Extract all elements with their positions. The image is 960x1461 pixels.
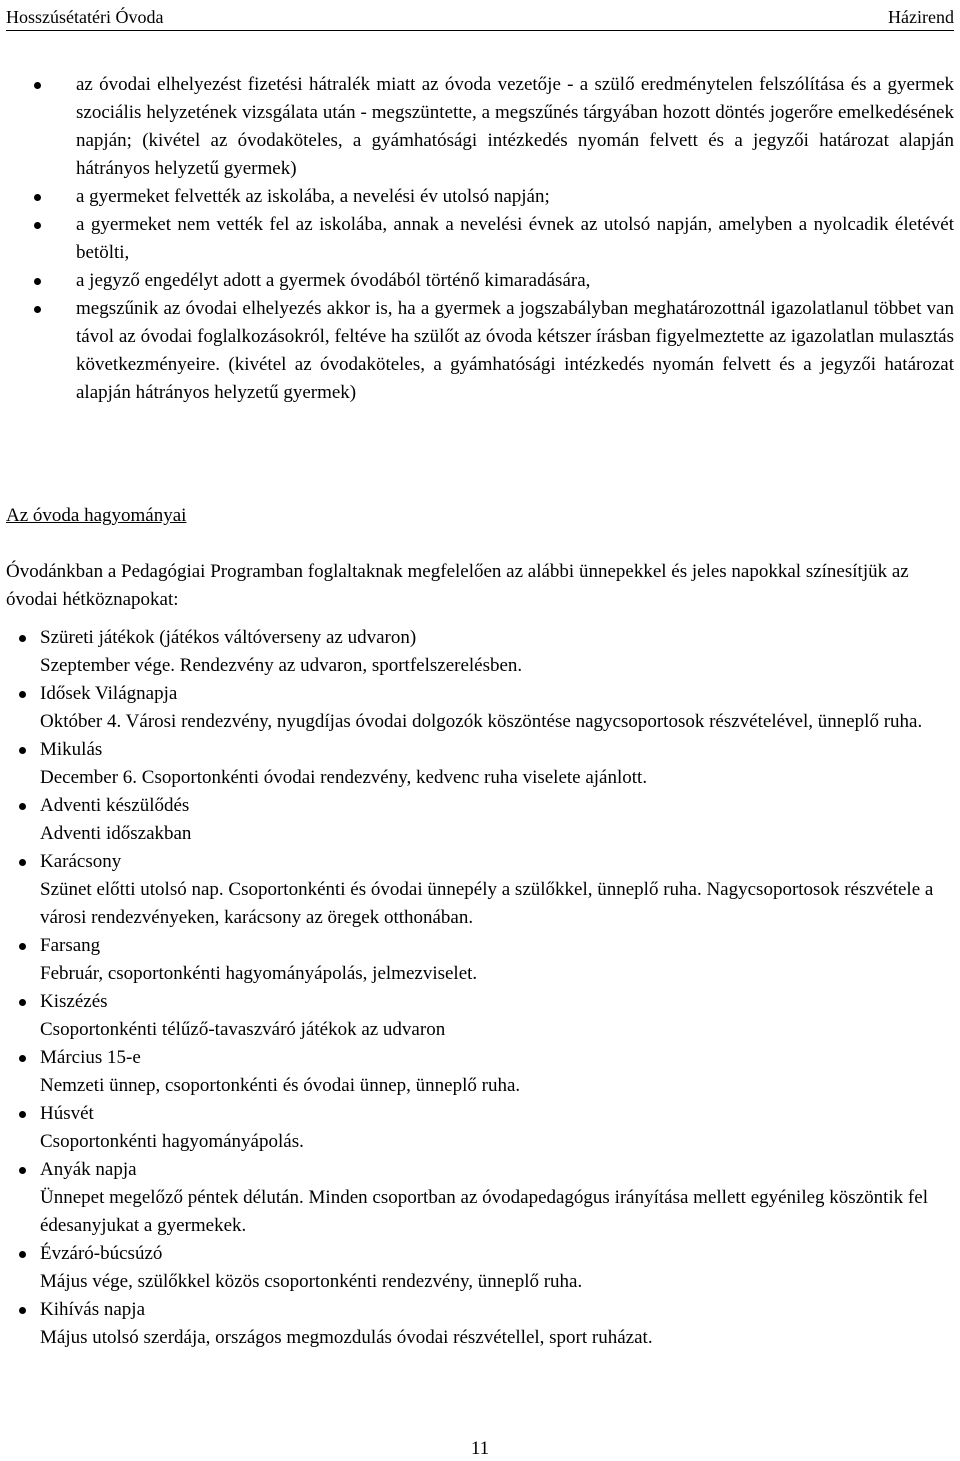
event-name: Kihívás napja [40,1299,146,1320]
event-name: Kiszézés [40,991,108,1012]
event-description: Ünnepet megelőző péntek délután. Minden csoportban az óvodapedagógus irányítása mellett egyénileg köszöntik fel édesanyjukat a gyermekek. [40,1187,928,1236]
event-description: Szünet előtti utolsó nap. Csoportonkénti és óvodai ünnepély a szülőkkel, ünneplő ruha. Nagycsoportosok részvétele a városi rendezvényeken, karácsony az öregek otthonában. [40,879,934,928]
event-name: Mikulás [40,739,103,760]
traditions-list [40,624,954,1352]
header-document-title: Házirend [888,7,954,27]
event-item [40,932,954,988]
event-description: Szeptember vége. Rendezvény az udvaron, sportfelszerelésben. [40,655,523,676]
section-title: Az óvoda hagyományai [6,505,187,526]
event-item [40,1044,954,1100]
event-item [40,736,954,792]
event-name: Adventi készülődés [40,795,190,816]
page-header [6,4,954,31]
event-item [40,792,954,848]
intro-paragraph: Óvodánkban a Pedagógiai Programban foglaltaknak megfelelően az alábbi ünnepekkel és jeles napokkal színesítjük az óvodai hétköznapokat: [6,561,909,610]
page-number: 11 [470,1438,490,1459]
event-item [40,1296,954,1352]
event-name: Szüreti játékok (játékos váltóverseny az udvaron) [40,627,417,648]
event-description: Adventi időszakban [40,823,192,844]
event-item [40,1100,954,1156]
event-description: Május vége, szülőkkel közös csoportonkénti rendezvény, ünneplő ruha. [40,1271,583,1292]
termination-conditions-list [40,71,954,407]
event-name: Anyák napja [40,1159,137,1180]
event-name: Húsvét [40,1103,94,1124]
event-item [40,848,954,932]
event-item [40,1240,954,1296]
list-item: a gyermeket nem vették fel az iskolába, annak a nevelési évnek az utolsó napján, amelyben a nyolcadik életévét betölti, [40,211,954,267]
event-description: Nemzeti ünnep, csoportonkénti és óvodai ünnep, ünneplő ruha. [40,1075,521,1096]
event-name: Farsang [40,935,101,956]
event-name: Idősek Világnapja [40,683,178,704]
event-description: Február, csoportonkénti hagyományápolás, jelmezviselet. [40,963,478,984]
event-name: Évzáró-búcsúzó [40,1243,163,1264]
event-description: Csoportonkénti hagyományápolás. [40,1131,304,1152]
event-name: Március 15-e [40,1047,141,1068]
event-description: Csoportonkénti télűző-tavaszváró játékok az udvaron [40,1019,446,1040]
event-item [40,1156,954,1240]
header-institution: Hosszúsétatéri Óvoda [6,7,164,27]
event-item [40,988,954,1044]
event-name: Karácsony [40,851,122,872]
event-description: Május utolsó szerdája, országos megmozdulás óvodai részvétellel, sport ruházat. [40,1327,653,1348]
list-item: a jegyző engedélyt adott a gyermek óvodából történő kimaradására, [40,267,954,295]
event-item [40,680,954,736]
event-description: Október 4. Városi rendezvény, nyugdíjas óvodai dolgozók köszöntése nagycsoportosok részvételével, ünneplő ruha. [40,711,923,732]
list-item: a gyermeket felvették az iskolába, a nevelési év utolsó napján; [40,183,954,211]
list-item: megszűnik az óvodai elhelyezés akkor is, ha a gyermek a jogszabályban meghatározottnál igazolatlanul többet van távol az óvodai foglalkozásokról, feltéve ha szülőt az óvoda kétszer írásban figyelmeztette az igazolatlan mulasztás következményeire. (kivétel az óvodaköteles, a gyámhatósági intézkedés nyomán felvett és a jegyzői határozat alapján hátrányos helyzetű gyermek) [40,295,954,407]
event-description: December 6. Csoportonkénti óvodai rendezvény, kedvenc ruha viselete ajánlott. [40,767,648,788]
list-item: az óvodai elhelyezést fizetési hátralék miatt az óvoda vezetője - a szülő eredménytelen felszólítása és a gyermek szociális helyzetének vizsgálata után - megszüntette, a megszűnés tárgyában hozott döntés jogerőre emelkedésének napján; (kivétel az óvodaköteles, a gyámhatósági intézkedés nyomán felvett és a jegyzői határozat alapján hátrányos helyzetű gyermek) [40,71,954,183]
event-item [40,624,954,680]
